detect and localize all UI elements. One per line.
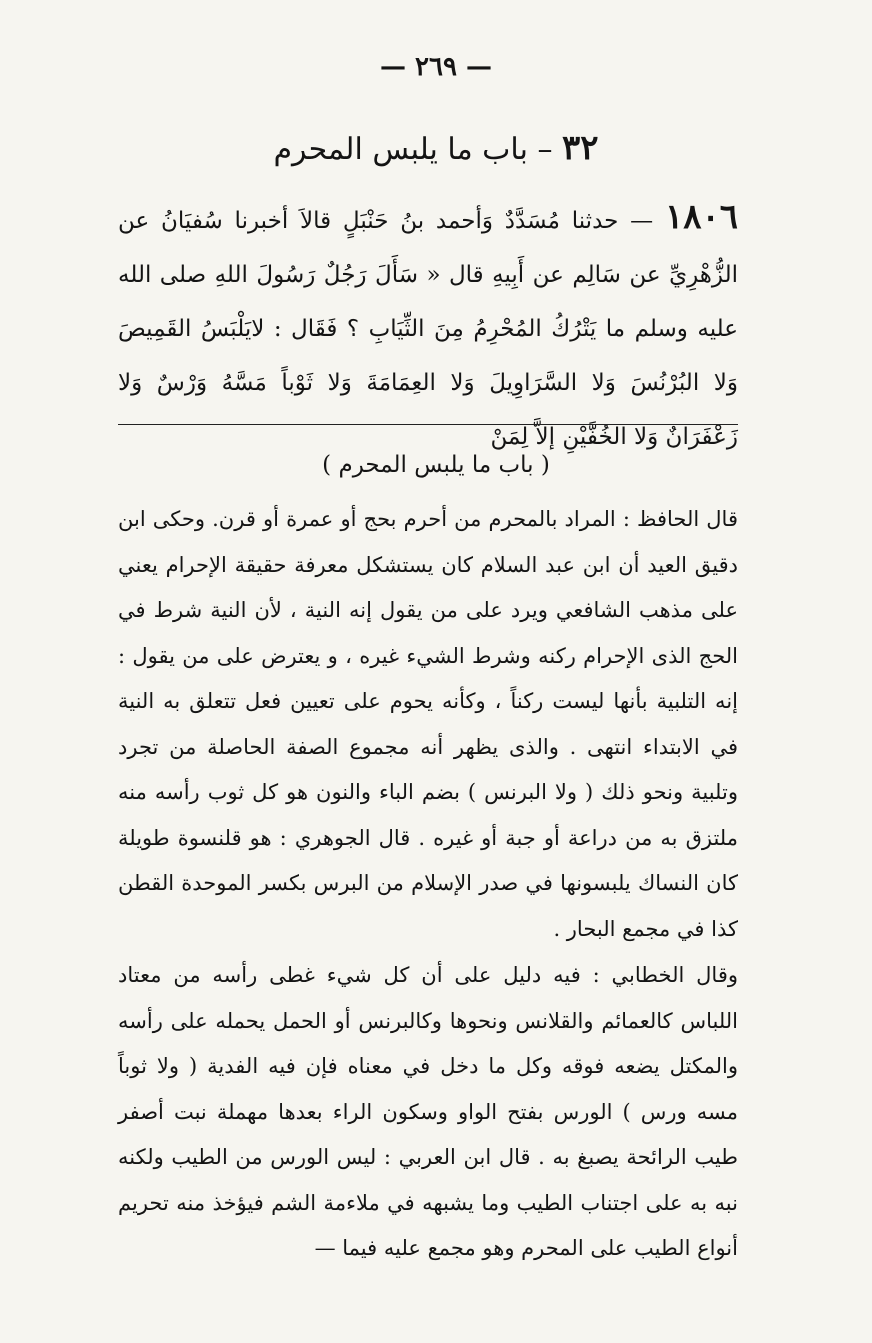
commentary-paragraph-1 — [118, 497, 738, 952]
hadith-number: ١٨٠٦ — [664, 197, 738, 237]
commentary-text-2: وقال الخطابي : فيه دليل على أن كل شيء غطى رأسه من معتاد اللباس كالعمائم والقلانس ونحوها وكالبرنس أو الحمل يحمله على رأسه والمكتل يضعه فوقه وكل ما دخل في معناه فإن فيه الفدية ( ولا ثوباً مسه ورس ) الورس بفتح الواو وسكون الراء بعدها مهملة نبت أصفر طيب الرائحة يصبغ به . قال ابن العربي : ليس الورس من الطيب ولكنه نبه به على اجتناب الطيب وما يشبهه في ملاءمة الشم فيؤخذ منه تحريم أنواع الطيب على المحرم وهو مجمع عليه فيما — — [118, 963, 738, 1260]
chapter-number: ٣٢ — [562, 128, 599, 168]
commentary-text-1: قال الحافظ : المراد بالمحرم من أحرم بحج أو عمرة أو قرن. وحكى ابن دقيق العيد أن ابن عبد السلام كان يستشكل معرفة حقيقة الإحرام يعني على مذهب الشافعي ويرد على من يقول إنه النية ، لأن النية شرط في الحج الذى الإحرام ركنه وشرط الشيء غيره ، و يعترض على من يقول : إنه التلبية بأنها ليست ركناً ، وكأنه يحوم على تعيين فعل تتعلق به النية في الابتداء انتهى . والذى يظهر أنه مجموع الصفة الحاصلة من تجرد وتلبية ونحو ذلك ( ولا البرنس ) بضم الباء والنون هو كل ثوب رأسه منه ملتزق به من دراعة أو جبة أو غيره . قال الجوهري : هو قلنسوة طويلة كان النساك يلبسونها في صدر الإسلام من البرس بكسر الموحدة القطن كذا في مجمع البحار . — [118, 507, 738, 941]
chapter-title: – باب ما يلبس المحرم — [273, 132, 553, 167]
footnote-divider — [118, 424, 738, 425]
page-number: — ٢٦٩ — — [379, 52, 493, 82]
commentary-paragraph-2 — [118, 953, 738, 1272]
commentary-title: ( باب ما يلبس المحرم ) — [322, 452, 550, 478]
hadith-text: — حدثنا مُسَدَّدٌ وَأحمد بنُ حَنْبَلٍ قالاَ أخبرنا سُفيَانُ عن الزُّهْرِيِّ عن سَالِم عن أَبِيهِ قال « سَأَلَ رَجُلٌ رَسُولَ اللهِ صلى الله عليه وسلم ما يَتْرُكُ المُحْرِمُ مِنَ الثِّيَابِ ؟ فَقَال : لايَلْبَسُ القَمِيصَ وَلا البُرْنُسَ وَلا السَّرَاوِيلَ وَلا العِمَامَةَ وَلا ثَوْباً مَسَّهُ وَرْسٌ وَلا زَعْفَرَانٌ وَلا الخُفَّيْنِ إلاَّ لِمَنْ — [118, 208, 738, 450]
chapter-heading — [0, 128, 872, 168]
hadith-text-block — [118, 190, 738, 464]
